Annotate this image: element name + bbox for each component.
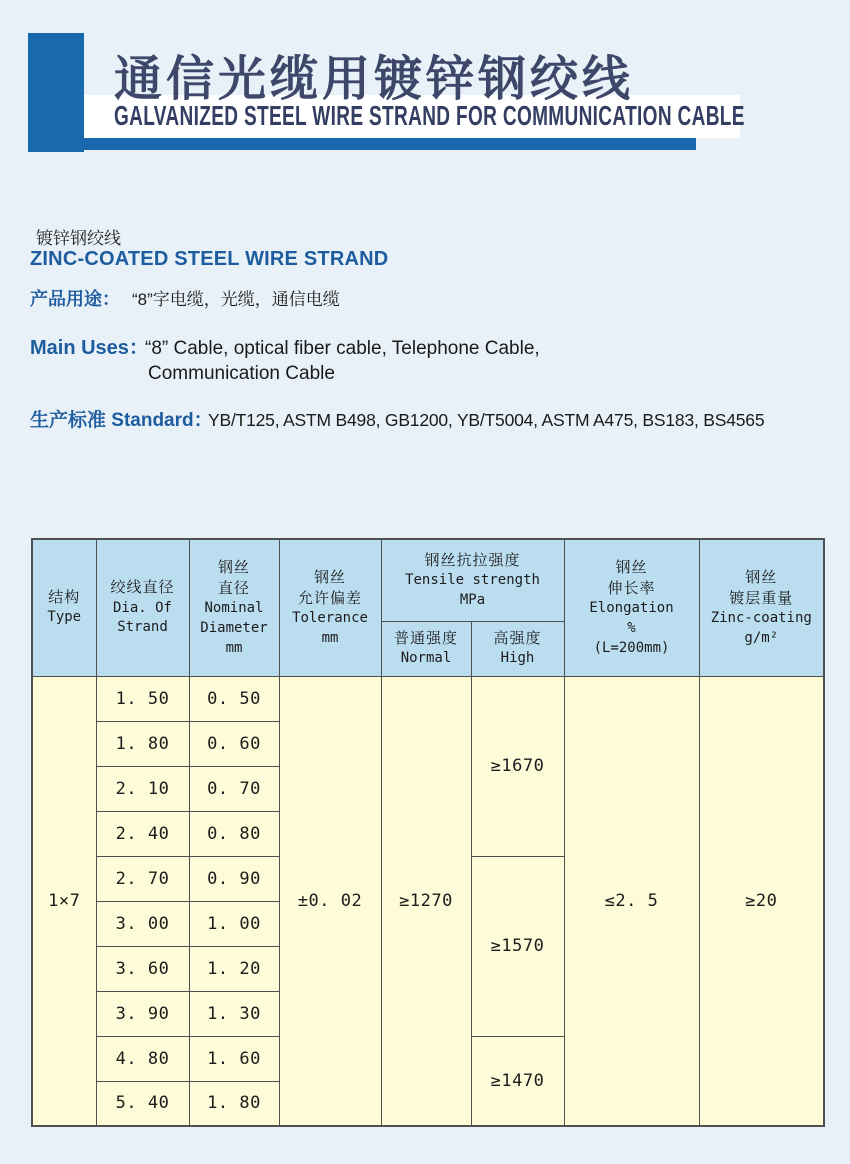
col-header-tolerance-cn1: 钢丝 [313, 567, 346, 586]
cell-wire-dia: 1. 30 [189, 991, 279, 1036]
uses-line-en [30, 331, 540, 360]
col-header-wire-dia [189, 539, 279, 676]
cell-strand-dia: 3. 60 [96, 946, 189, 991]
col-header-wire-dia-cn2: 直径 [217, 578, 250, 597]
col-header-tensile-en: Tensile strength [405, 572, 540, 589]
col-header-zinc-cn1: 钢丝 [745, 567, 778, 586]
cell-strand-dia: 2. 40 [96, 811, 189, 856]
uses-value-cn: “8”字电缆，光缆，通信电缆 [132, 290, 340, 309]
uses-label-cn: 产品用途： [30, 289, 120, 309]
cell-tensile-normal: ≥1270 [381, 676, 471, 1126]
col-header-tensile-high-cn: 高强度 [493, 628, 542, 647]
cell-type: 1×7 [32, 676, 96, 1126]
col-header-tensile-group [381, 539, 564, 621]
col-header-elongation-cn1: 钢丝 [615, 557, 648, 576]
product-name-en: ZINC-COATED STEEL WIRE STRAND [30, 248, 389, 270]
cell-tensile-high: ≥1570 [471, 856, 564, 1036]
header-row-1 [32, 539, 824, 621]
cell-strand-dia: 5. 40 [96, 1081, 189, 1126]
col-header-tolerance-unit: mm [321, 630, 339, 647]
cell-tensile-high: ≥1670 [471, 676, 564, 856]
cell-strand-dia: 2. 10 [96, 766, 189, 811]
cell-wire-dia: 0. 70 [189, 766, 279, 811]
cell-wire-dia: 0. 90 [189, 856, 279, 901]
standard-line [30, 405, 764, 432]
cell-wire-dia: 1. 60 [189, 1036, 279, 1081]
cell-wire-dia: 0. 50 [189, 676, 279, 721]
col-header-tensile-normal-en: Normal [400, 650, 452, 667]
uses-value-en-line2: Communication Cable [148, 363, 335, 384]
cell-strand-dia: 1. 80 [96, 721, 189, 766]
col-header-tensile-high [471, 621, 564, 676]
cell-strand-dia: 1. 50 [96, 676, 189, 721]
header-accent-horizontal-bar [84, 138, 696, 150]
col-header-tolerance [279, 539, 381, 676]
col-header-zinc-unit: g/m² [744, 630, 779, 647]
header-accent-vertical-bar [28, 33, 84, 152]
standard-label: 生产标准 Standard： [30, 410, 213, 431]
cell-wire-dia: 1. 00 [189, 901, 279, 946]
col-header-tensile-high-en: High [500, 650, 535, 667]
col-header-elongation [564, 539, 699, 676]
col-header-tolerance-en: Tolerance [292, 610, 368, 627]
col-header-type-en: Type [47, 609, 82, 626]
standard-value: YB/T125, ASTM B498, GB1200, YB/T5004, ASTM A475, BS183, BS4565 [208, 410, 765, 430]
cell-zinc: ≥20 [699, 676, 824, 1126]
cell-wire-dia: 0. 80 [189, 811, 279, 856]
cell-wire-dia: 1. 20 [189, 946, 279, 991]
uses-value-en-line1: “8” Cable, optical fiber cable, Telephone Cable, [145, 338, 540, 359]
table-row [32, 676, 824, 721]
cell-wire-dia: 0. 60 [189, 721, 279, 766]
cell-elongation: ≤2. 5 [564, 676, 699, 1126]
cell-tensile-high: ≥1470 [471, 1036, 564, 1126]
col-header-wire-dia-en1: Nominal [204, 600, 264, 617]
col-header-wire-dia-unit: mm [225, 639, 243, 656]
col-header-wire-dia-en2: Diameter [200, 620, 268, 637]
cell-tolerance: ±0. 02 [279, 676, 381, 1126]
uses-line-cn [30, 285, 340, 311]
cell-strand-dia: 4. 80 [96, 1036, 189, 1081]
col-header-elongation-unit: % [627, 620, 636, 637]
col-header-strand-dia-cn: 绞线直径 [110, 578, 175, 597]
cell-wire-dia: 1. 80 [189, 1081, 279, 1126]
col-header-zinc [699, 539, 824, 676]
cell-strand-dia: 2. 70 [96, 856, 189, 901]
page-title-en: GALVANIZED STEEL WIRE STRAND FOR COMMUNICATION CABLE [114, 100, 745, 131]
col-header-wire-dia-cn1: 钢丝 [217, 557, 250, 576]
col-header-zinc-cn2: 镀层重量 [729, 588, 794, 607]
col-header-strand-dia-en1: Dia. Of [112, 599, 172, 616]
uses-label-en: Main Uses： [30, 337, 149, 359]
col-header-tensile-normal-cn: 普通强度 [393, 628, 458, 647]
col-header-strand-dia-en2: Strand [117, 619, 168, 636]
spec-table [31, 538, 825, 1127]
cell-strand-dia: 3. 00 [96, 901, 189, 946]
col-header-zinc-en: Zinc-coating [710, 610, 812, 627]
col-header-type-cn: 结构 [48, 588, 81, 607]
col-header-tensile-unit: MPa [459, 591, 486, 608]
col-header-elongation-note: (L=200mm) [593, 639, 670, 656]
cell-strand-dia: 3. 90 [96, 991, 189, 1036]
product-name-cn: 镀锌钢绞线 [36, 229, 121, 248]
col-header-tensile-cn: 钢丝抗拉强度 [424, 550, 521, 569]
col-header-elongation-cn2: 伸长率 [607, 578, 656, 597]
col-header-strand-dia [96, 539, 189, 676]
page-title-cn: 通信光缆用镀锌钢绞线 [114, 53, 635, 106]
col-header-elongation-en: Elongation [589, 600, 674, 617]
col-header-type [32, 539, 96, 676]
col-header-tensile-normal [381, 621, 471, 676]
col-header-tolerance-cn2: 允许偏差 [297, 588, 362, 607]
